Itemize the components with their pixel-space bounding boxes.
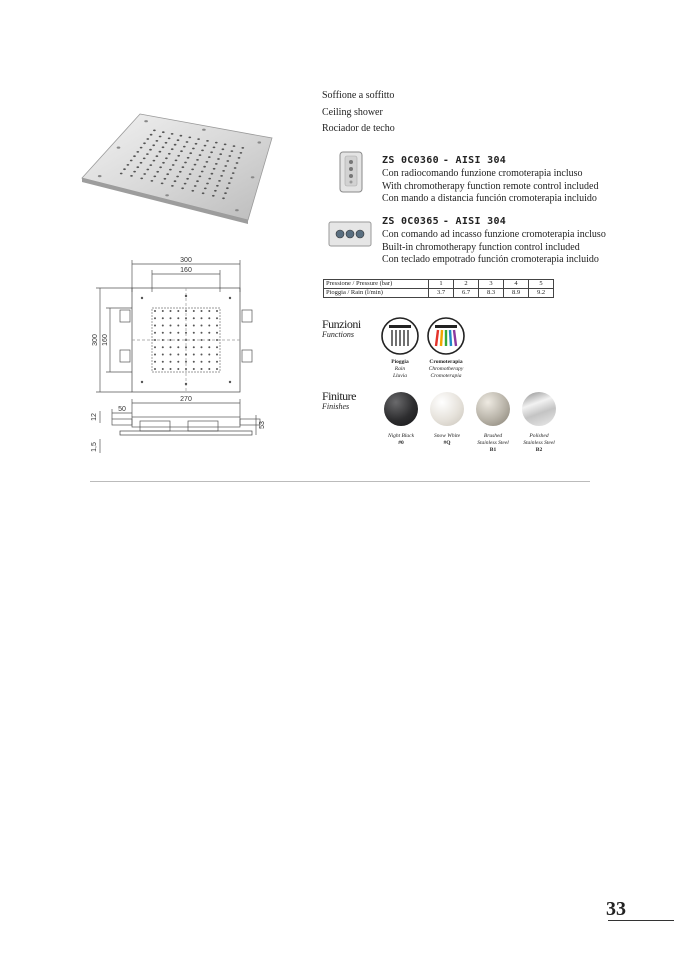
rain-value: 8.9	[504, 289, 529, 298]
rain-name: Pioggia	[391, 359, 409, 365]
finish-code: #0	[398, 440, 404, 446]
rain-function-icon	[380, 316, 420, 356]
pressure-value: 2	[454, 280, 479, 289]
product-2-desc-es: Con teclado empotrado función cromoterapia incluido	[382, 254, 599, 265]
finish-name-line1: Polished	[529, 433, 549, 439]
finishes-title: Finiture	[322, 389, 356, 403]
finish-caption-brushed-steel	[472, 433, 514, 454]
product-1-code-line	[382, 150, 672, 168]
dim-side-bottom: 1,5	[91, 442, 98, 452]
title-italian: Soffione a soffitto	[322, 90, 395, 101]
chromotherapy-caption	[422, 359, 470, 380]
finish-swatch-snow-white	[430, 392, 464, 426]
rain-value: 3.7	[429, 289, 454, 298]
title-english: Ceiling shower	[322, 106, 383, 118]
dim-side-offset: 50	[118, 406, 126, 413]
finish-swatch-brushed-steel	[476, 392, 510, 426]
finish-swatch-polished-steel	[522, 392, 556, 426]
finish-name-line2: Stainless Steel	[477, 440, 509, 446]
section-divider	[90, 481, 590, 482]
product-2-material: - AISI 304	[442, 216, 507, 227]
rain-value: 8.3	[479, 289, 504, 298]
rain-name-en: Rain	[394, 366, 406, 372]
product-2-code: ZS 0C0365	[382, 216, 439, 227]
dim-side-height: 53	[259, 421, 266, 429]
finish-name-line1: Brushed	[483, 433, 503, 439]
dim-side-top: 12	[91, 413, 98, 421]
rain-value: 6.7	[454, 289, 479, 298]
rain-value: 9.2	[529, 289, 554, 298]
pressure-row	[324, 280, 554, 289]
finish-swatch-night-black	[384, 392, 418, 426]
title-spanish: Rociador de techo	[322, 123, 395, 134]
product-1-material: - AISI 304	[442, 155, 507, 166]
technical-drawing-side-view	[80, 395, 280, 457]
finish-name: Night Black	[387, 433, 415, 439]
product-2-desc-en: Built-in chromotherapy function control included	[382, 241, 580, 253]
page-number: 33	[606, 898, 626, 920]
finish-caption-polished-steel	[518, 433, 560, 454]
pressure-value: 3	[479, 280, 504, 289]
dim-left-height: 300	[92, 334, 99, 346]
finish-code: B1	[489, 447, 497, 453]
product-photo	[80, 108, 280, 228]
chromotherapy-name-en: Chromotherapy	[428, 366, 464, 372]
product-1-desc-es: Con mando a distancia función cromoterapia incluido	[382, 193, 597, 204]
rain-label: Pioggia / Rain (l/min)	[324, 289, 429, 298]
dim-side-width: 270	[180, 396, 192, 403]
finishes-subtitle: Finishes	[322, 402, 350, 411]
dim-inner-height: 160	[102, 334, 109, 346]
product-1-desc-it: Con radiocomando funzione cromoterapia incluso	[382, 168, 583, 179]
finish-caption-night-black	[380, 433, 422, 447]
pressure-value: 4	[504, 280, 529, 289]
chromotherapy-function-icon	[426, 316, 466, 356]
dim-top-width: 300	[180, 257, 192, 264]
functions-title: Funzioni	[322, 317, 361, 331]
functions-subtitle: Functions	[322, 330, 354, 339]
pressure-value: 5	[529, 280, 554, 289]
chromotherapy-name-es: Cromoterapia	[430, 373, 462, 379]
product-2-desc-it: Con comando ad incasso funzione cromoterapia incluso	[382, 229, 606, 240]
remote-control-image	[336, 150, 368, 194]
product-2-code-line	[382, 211, 672, 229]
pressure-table	[323, 279, 554, 298]
finish-name: Snow White	[433, 433, 461, 439]
product-1-code: ZS 0C0360	[382, 155, 439, 166]
pressure-value: 1	[429, 280, 454, 289]
chromotherapy-name: Cromoterapia	[429, 359, 463, 365]
rain-name-es: Lluvia	[392, 373, 408, 379]
technical-drawing-top-view	[80, 252, 280, 400]
finish-caption-snow-white	[426, 433, 468, 447]
built-in-keypad-image	[328, 220, 372, 248]
rain-row	[324, 289, 554, 298]
finish-code: B2	[535, 447, 543, 453]
dim-inner-width: 160	[180, 267, 192, 274]
finish-code: #Q	[443, 440, 451, 446]
pressure-label: Pressione / Pressure (bar)	[324, 280, 429, 289]
product-1-desc-en: With chromotherapy function remote control included	[382, 180, 599, 192]
page-number-rule	[608, 920, 674, 921]
rain-caption	[378, 359, 422, 380]
finish-name-line2: Stainless Steel	[523, 440, 555, 446]
